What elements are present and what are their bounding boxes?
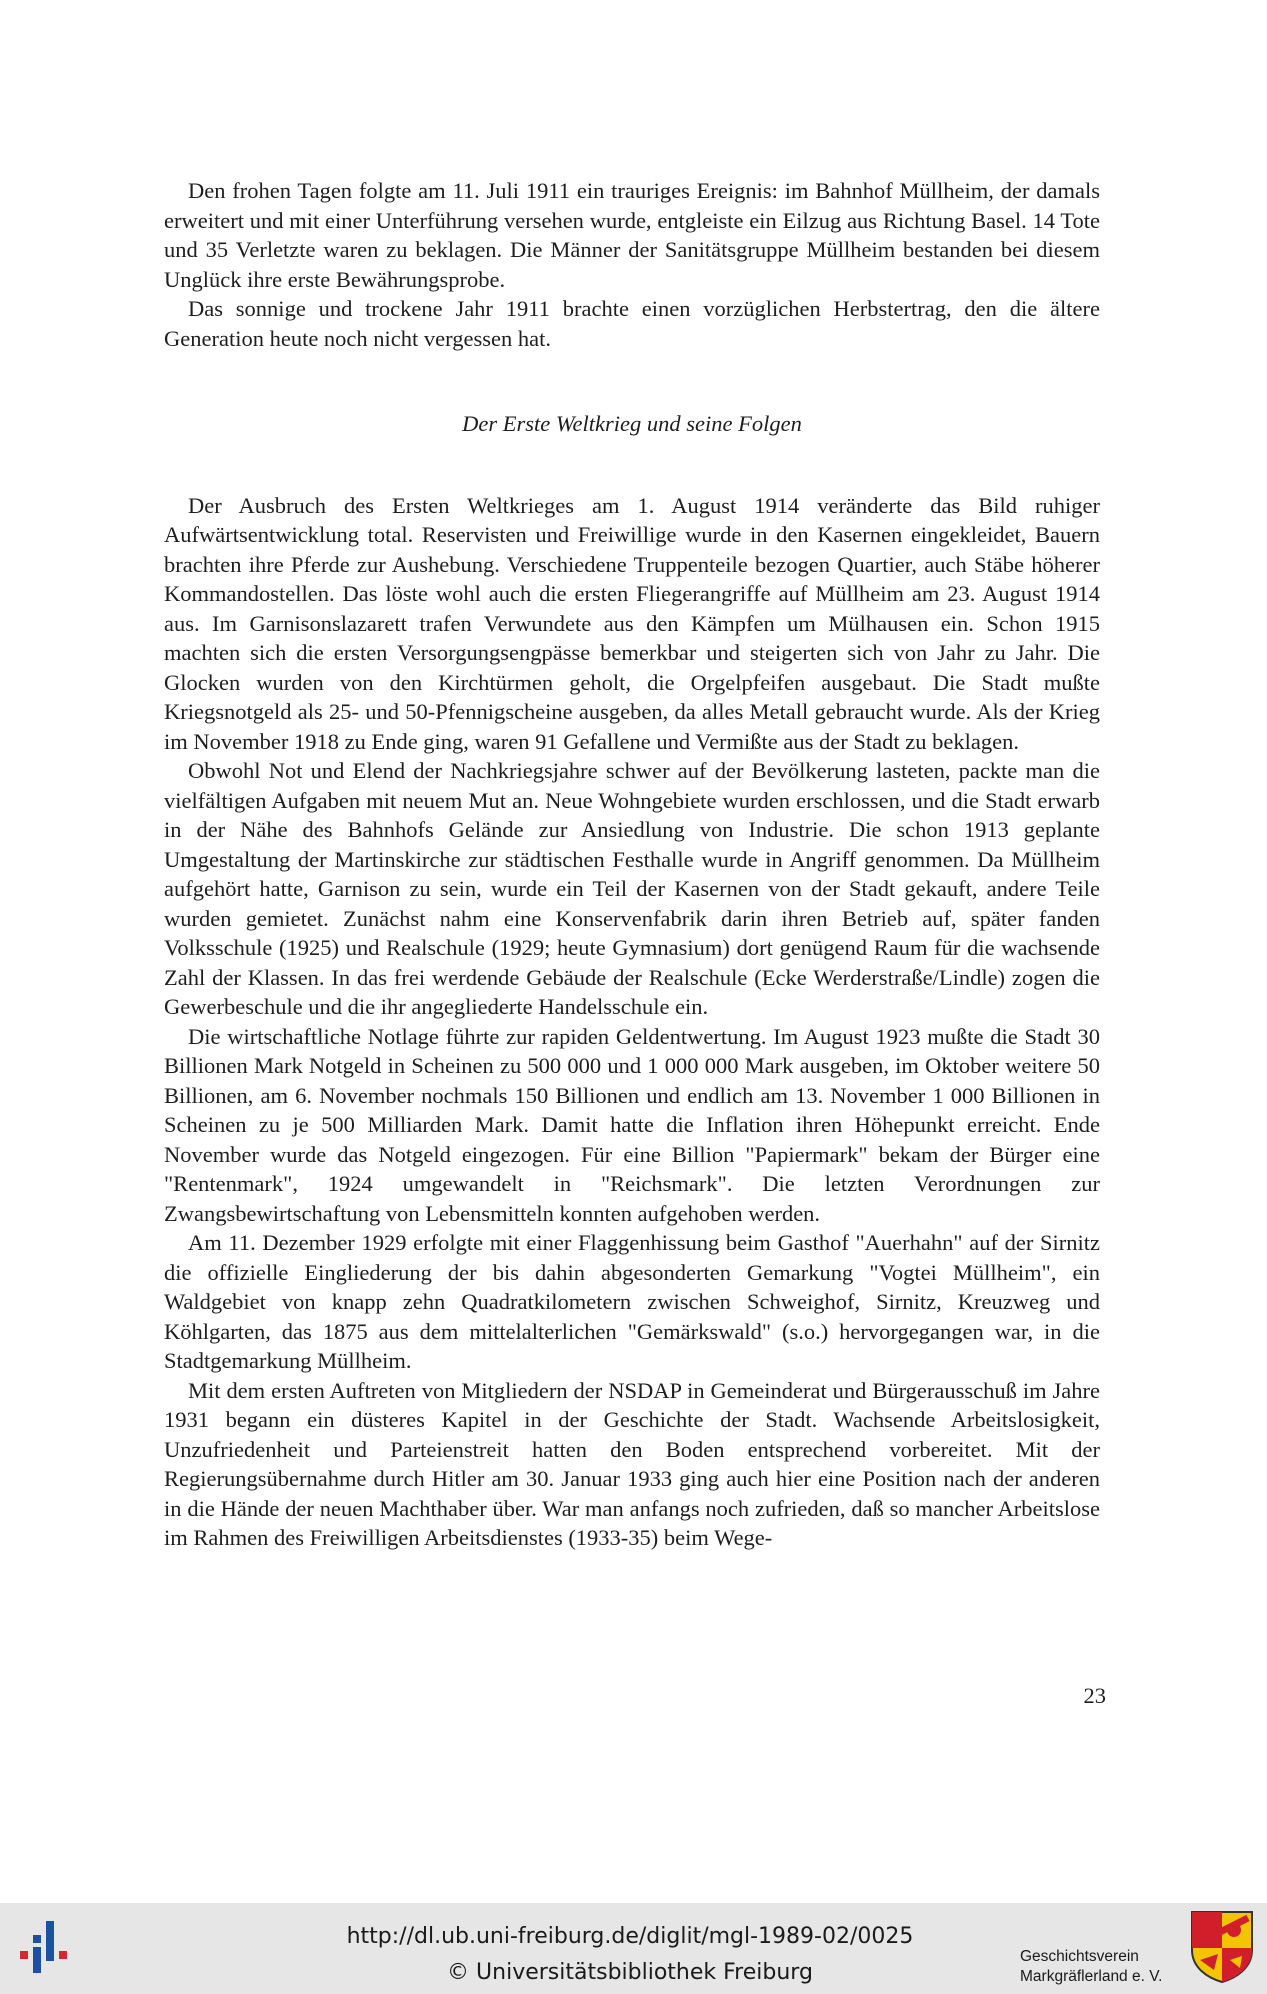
society-name-line: Markgräflerland e. V. <box>1020 1968 1163 1985</box>
paragraph: Das sonnige und trockene Jahr 1911 brachte einen vorzüglichen Herbstertrag, den die ältere Generation heute noch nicht vergessen hat. <box>164 296 1100 351</box>
paragraph: Am 11. Dezember 1929 erfolgte mit einer Flaggenhissung beim Gasthof "Auerhahn" auf der Sirnitz die offizielle Eingliederung der bis dahin abgesonderten Gemarkung "Vogtei Müllheim", ein Waldgebiet von knapp zehn Quadratkilometern zwischen Schweighof, Sirnitz, Kreuzweg und Köhlgarten, das 1875 aus dem mittelalterlichen "Gemärkswald" (s.o.) hervorgegangen war, in die Stadtgemarkung Müllheim. <box>164 1230 1100 1373</box>
page-number: 23 <box>1083 1683 1106 1708</box>
section-heading: Der Erste Weltkrieg und seine Folgen <box>462 411 802 436</box>
paragraph: Die wirtschaftliche Notlage führte zur rapiden Geldentwertung. Im August 1923 mußte die Stadt 30 Billionen Mark Notgeld in Scheinen zu 500 000 und 1 000 000 Mark ausgeben, im Oktober weitere 50 Billionen, am 6. November nochmals 150 Billionen und endlich am 13. November 1 000 Billionen in Scheinen zu je 500 Milliarden Mark. Damit hatte die Inflation ihren Höhepunkt erreicht. Ende November wurde das Notgeld eingezogen. Für eine Billion "Papiermark" bekam der Bürger eine "Rentenmark", 1924 umgewandelt in "Reichsmark". Die letzten Verordnungen zur Zwangsbewirtschaftung von Lebensmitteln konnten aufgehoben werden. <box>164 1023 1100 1226</box>
paragraph: Den frohen Tagen folgte am 11. Juli 1911 ein trauriges Ereignis: im Bahnhof Müllheim, der damals erweitert und mit einer Unterführung versehen wurde, entgleiste ein Eilzug aus Richtung Basel. 14 Tote und 35 Verletzte waren zu beklagen. Die Männer der Sanitätsgruppe Müllheim bestanden bei diesem Unglück ihre erste Bewährungsprobe. <box>164 178 1100 292</box>
ub-freiburg-logo-icon[interactable] <box>14 1913 80 1979</box>
society-name-line: Geschichtsverein <box>1020 1948 1139 1965</box>
society-name <box>1020 1947 1180 1987</box>
society-crest-icon[interactable] <box>1190 1910 1254 1984</box>
body-text <box>164 176 1100 1553</box>
paragraph: Der Ausbruch des Ersten Weltkrieges am 1. August 1914 veränderte das Bild ruhiger Aufwärtsentwicklung total. Reservisten und Freiwillige wurde in den Kasernen eingekleidet, Bauern brachten ihre Pferde zur Aushebung. Verschiedene Truppenteile bezogen Quartier, auch Stäbe höherer Kommandostellen. Das löste wohl auch die ersten Fliegerangriffe auf Müllheim am 23. August 1914 aus. Im Garnisonslazarett trafen Verwundete aus den Kämpfen um Mülhausen ein. Schon 1915 machten sich die ersten Versorgungsengpässe bemerkbar und steigerten sich von Jahr zu Jahr. Die Glocken wurden von den Kirchtürmen geholt, die Orgelpfeifen ausgebaut. Die Stadt mußte Kriegsnotgeld als 25- und 50-Pfennigscheine ausgeben, da alles Metall gebraucht wurde. Als der Krieg im November 1918 zu Ende ging, waren 91 Gefallene und Vermißte aus der Stadt zu beklagen. <box>164 492 1100 754</box>
paragraph: Mit dem ersten Auftreten von Mitgliedern der NSDAP in Gemeinderat und Bürgerausschuß im Jahre 1931 begann ein düsteres Kapitel in der Geschichte der Stadt. Wachsende Arbeitslosigkeit, Unzufriedenheit und Parteienstreit hatten den Boden entsprechend vorbereitet. Mit der Regierungsübernahme durch Hitler am 30. Januar 1933 ging auch hier eine Position nach der anderen in die Hände der neuen Machthaber über. War man anfangs noch zufrieden, daß so mancher Arbeitslose im Rahmen des Freiwilligen Arbeitsdienstes (1933-35) beim Wege- <box>164 1377 1100 1550</box>
paragraph: Obwohl Not und Elend der Nachkriegsjahre schwer auf der Bevölkerung lasteten, packte man die vielfältigen Aufgaben mit neuem Mut an. Neue Wohngebiete wurden erschlossen, und die Stadt erwarb in der Nähe des Bahnhofs Gelände zur Ansiedlung von Industrie. Die schon 1913 geplante Umgestaltung der Martinskirche zur städtischen Festhalle wurde in Angriff genommen. Da Müllheim aufgehört hatte, Garnison zu sein, wurde ein Teil der Kasernen von der Stadt gekauft, andere Teile wurden gemietet. Zunächst nahm eine Konservenfabrik darin ihren Betrieb auf, später fanden Volksschule (1925) und Realschule (1929; heute Gymnasium) dort genügend Raum für die wachsende Zahl der Klassen. In das frei werdende Gebäude der Realschule (Ecke Werderstraße/Lindle) zogen die Gewerbeschule und die ihr angegliederte Handelsschule ein. <box>164 758 1100 1019</box>
document-url-link[interactable]: http://dl.ub.uni-freiburg.de/diglit/mgl-1989-02/0025 <box>346 1924 914 1949</box>
copyright-notice: © Universitätsbibliothek Freiburg <box>447 1960 813 1985</box>
